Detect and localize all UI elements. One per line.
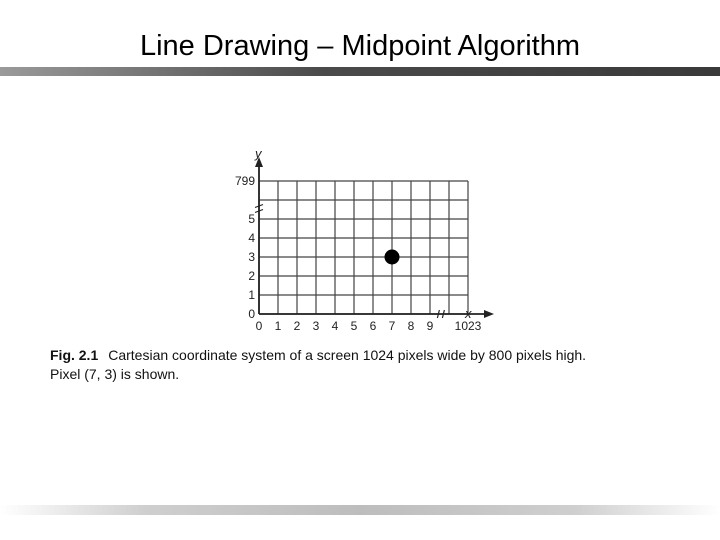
x-tick-label: 7 [388, 319, 396, 333]
figure-label: Fig. 2.1 [50, 347, 99, 363]
y-tick-label: 0 [248, 307, 255, 321]
y-axis-label: y [255, 146, 262, 161]
data-points [385, 250, 400, 265]
x-axis-arrow [484, 310, 494, 318]
x-tick-label: 5 [350, 319, 358, 333]
caption-line-2: Pixel (7, 3) is shown. [50, 366, 180, 382]
y-tick-label: 4 [248, 231, 255, 245]
y-tick-label: 799 [234, 174, 255, 188]
x-tick-label: 4 [331, 319, 339, 333]
y-tick-label: 5 [248, 212, 255, 226]
x-tick-label: 8 [407, 319, 415, 333]
x-tick-label: 1023 [454, 319, 482, 333]
x-tick-label: 0 [255, 319, 263, 333]
bottom-bar [0, 505, 720, 515]
grid-lines [259, 181, 468, 314]
y-tick-label: 3 [248, 250, 255, 264]
tick-labels [235, 174, 482, 333]
x-axis-label: x [465, 306, 472, 321]
x-tick-label: 3 [312, 319, 320, 333]
y-tick-label: 2 [248, 269, 255, 283]
x-tick-label: 9 [426, 319, 434, 333]
pixel-point [385, 250, 400, 265]
x-tick-label: 2 [293, 319, 301, 333]
figure-caption [50, 346, 700, 384]
x-tick-label: 1 [274, 319, 282, 333]
y-tick-label: 1 [248, 288, 255, 302]
x-tick-label: 6 [369, 319, 377, 333]
slide-title: Line Drawing – Midpoint Algorithm [139, 30, 581, 62]
caption-line-1: Cartesian coordinate system of a screen 1024 pixels wide by 800 pixels high. [108, 347, 587, 363]
